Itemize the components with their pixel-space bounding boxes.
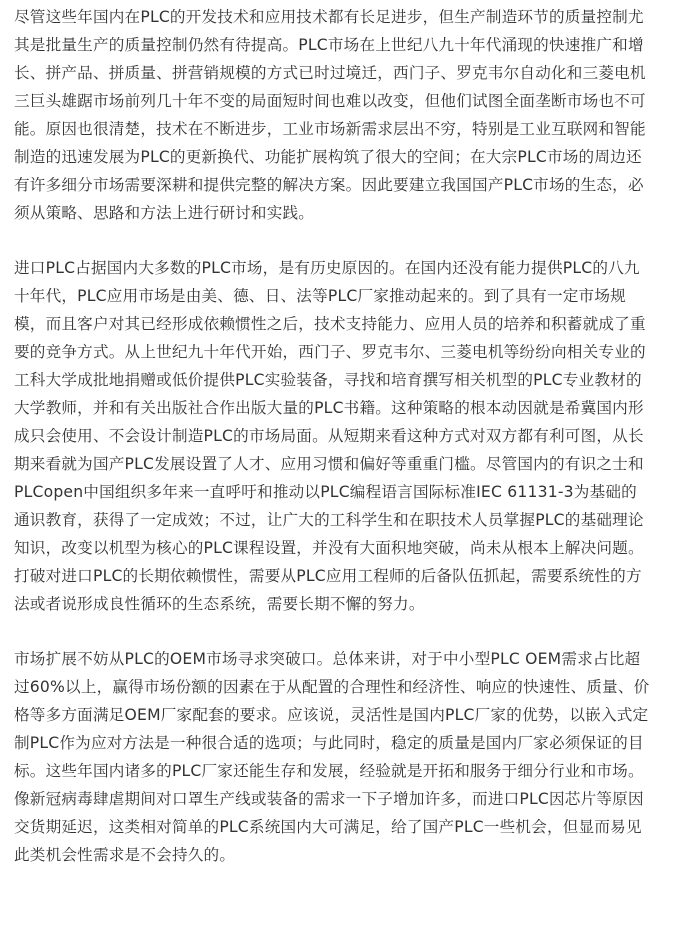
- text-line: 工科大学成批地捐赠或低价提供PLC实验装备，寻找和培育撰写相关机型的PLC专业教材的: [14, 371, 642, 389]
- text-line: 打破对进口PLC的长期依赖惯性，需要从PLC应用工程师的后备队伍抓起，需要系统性的方: [14, 567, 642, 585]
- text-line: 三巨头雄踞市场前列几十年不变的局面短时间也难以改变，但他们试图全面垄断市场也不可: [14, 92, 646, 110]
- text-line: 通识教育，获得了一定成效；不过，让广大的工科学生和在职技术人员掌握PLC的基础理论: [14, 511, 644, 529]
- paragraph-1: [14, 0, 664, 227]
- paragraph-2: [14, 254, 664, 618]
- text-line: 有许多细分市场需要深耕和提供完整的解决方案。因此要建立我国国产PLC市场的生态，必: [14, 176, 644, 194]
- text-line: 其是批量生产的质量控制仍然有待提高。PLC市场在上世纪八九十年代涌现的快速推广和增: [14, 36, 644, 54]
- text-line: 期来看就为国产PLC发展设置了人才、应用习惯和偏好等重重门槛。尽管国内的有识之士和: [14, 455, 644, 473]
- text-line: 制造的迅速发展为PLC的更新换代、功能扩展构筑了很大的空间；在大宗PLC市场的周边还: [14, 148, 642, 166]
- text-line: 能。原因也很清楚，技术在不断进步，工业市场新需求层出不穷，特别是工业互联网和智能: [14, 120, 646, 138]
- text-line: 标。这些年国内诸多的PLC厂家还能生存和发展，经验就是开拓和服务于细分行业和市场。: [14, 762, 644, 780]
- text-line: 格等多方面满足OEM厂家配套的要求。应该说，灵活性是国内PLC厂家的优势，以嵌入式定: [14, 706, 649, 724]
- text-line: 进口PLC占据国内大多数的PLC市场，是有历史原因的。在国内还没有能力提供PLC的八九: [14, 259, 640, 277]
- text-line: 须从策略、思路和方法上进行研讨和实践。: [14, 204, 315, 222]
- text-line: 长、拼产品、拼质量、拼营销规模的方式已时过境迁，西门子、罗克韦尔自动化和三菱电机: [14, 64, 646, 82]
- text-line: 法或者说形成良性循环的生态系统，需要长期不懈的努力。: [14, 595, 425, 613]
- text-line: 市场扩展不妨从PLC的OEM市场寻求突破口。总体来讲，对于中小型PLC OEM需求占比超: [14, 650, 641, 668]
- article-body: [14, 0, 664, 869]
- text-line: 要的竞争方式。从上世纪九十年代开始，西门子、罗克韦尔、三菱电机等纷纷向相关专业的: [14, 343, 646, 361]
- paragraph-3: [14, 645, 664, 869]
- text-line: 像新冠病毒肆虐期间对口罩生产线或装备的需求一下子增加许多，而进口PLC因芯片等原因: [14, 790, 644, 808]
- text-line: 此类机会性需求是不会持久的。: [14, 846, 236, 864]
- text-line: 过60%以上，赢得市场份额的因素在于从配置的合理性和经济性、响应的快速性、质量、价: [14, 678, 650, 696]
- text-line: 制PLC作为应对方法是一种很合适的选项；与此同时，稳定的质量是国内厂家必须保证的目: [14, 734, 644, 752]
- text-line: 模，而且客户对其已经形成依赖惯性之后，技术支持能力、应用人员的培养和积蓄就成了重: [14, 315, 646, 333]
- text-line: PLCopen中国组织多年来一直呼吁和推动以PLC编程语言国际标准IEC 61131-3为基础的: [14, 483, 637, 501]
- text-line: 大学教师，并和有关出版社合作出版大量的PLC书籍。这种策略的根本动因就是希冀国内形: [14, 399, 644, 417]
- text-line: 知识，改变以机型为核心的PLC课程设置，并没有大面积地突破，尚未从根本上解决问题。: [14, 539, 644, 557]
- text-line: 交货期延迟，这类相对简单的PLC系统国内大可满足，给了国产PLC一些机会，但显而易见: [14, 818, 642, 836]
- text-line: 成只会使用、不会设计制造PLC的市场局面。从短期来看这种方式对双方都有利可图，从长: [14, 427, 644, 445]
- text-line: 十年代，PLC应用市场是由美、德、日、法等PLC厂家推动起来的。到了具有一定市场规: [14, 287, 626, 305]
- text-line: 尽管这些年国内在PLC的开发技术和应用技术都有长足进步，但生产制造环节的质量控制尤: [14, 8, 644, 26]
